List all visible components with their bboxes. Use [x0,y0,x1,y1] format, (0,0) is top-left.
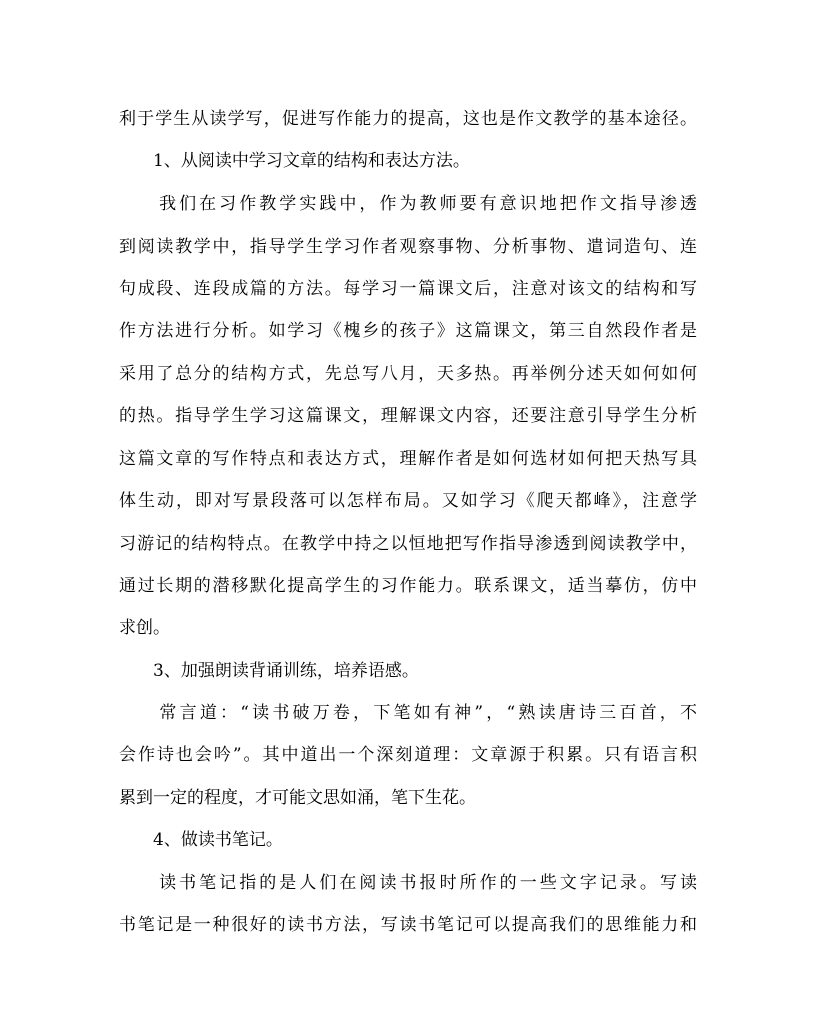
text-line: 读书笔记指的是人们在阅读书报时所作的一些文字记录。写读 [119,873,697,893]
text-line: 通过长期的潜移默化提高学生的习作能力。联系课文，适当摹仿，仿中 [119,576,697,596]
text-line: 书笔记是一种很好的读书方法，写读书笔记可以提高我们的思维能力和 [119,915,697,935]
text-line: 我们在习作教学实践中，作为教师要有意识地把作文指导渗透 [119,194,697,214]
section-heading: 4、做读书笔记。 [119,830,283,850]
text-line: 求创。 [119,618,170,638]
text-line: 累到一定的程度，才可能文思如涌，笔下生花。 [119,788,476,808]
text-line: 这篇文章的写作特点和表达方式，理解作者是如何选材如何把天热写具 [119,449,697,469]
text-line: 的热。指导学生学习这篇课文，理解课文内容，还要注意引导学生分析 [119,406,697,426]
section-heading: 1、从阅读中学习文章的结构和表达方法。 [119,151,470,171]
text-line: 常言道：“读书破万卷，下笔如有神”，“熟读唐诗三百首，不 [119,703,697,723]
text-line: 句成段、连段成篇的方法。每学习一篇课文后，注意对该文的结构和写 [119,279,697,299]
text-line: 利于学生从读学写，促进写作能力的提高，这也是作文教学的基本途径。 [119,109,697,129]
text-line: 到阅读教学中，指导学生学习作者观察事物、分析事物、遣词造句、连 [119,237,697,257]
section-heading: 3、加强朗读背诵训练，培养语感。 [119,661,419,681]
text-line: 作方法进行分析。如学习《槐乡的孩子》这篇课文，第三自然段作者是 [119,321,697,341]
text-line: 习游记的结构特点。在教学中持之以恒地把写作指导渗透到阅读教学中， [119,534,697,554]
text-line: 采用了总分的结构方式，先总写八月，天多热。再举例分述天如何如何 [119,364,697,384]
text-line: 体生动，即对写景段落可以怎样布局。又如学习《爬天都峰》，注意学 [119,491,697,511]
text-line: 会作诗也会吟”。其中道出一个深刻道理：文章源于积累。只有语言积 [119,745,697,765]
